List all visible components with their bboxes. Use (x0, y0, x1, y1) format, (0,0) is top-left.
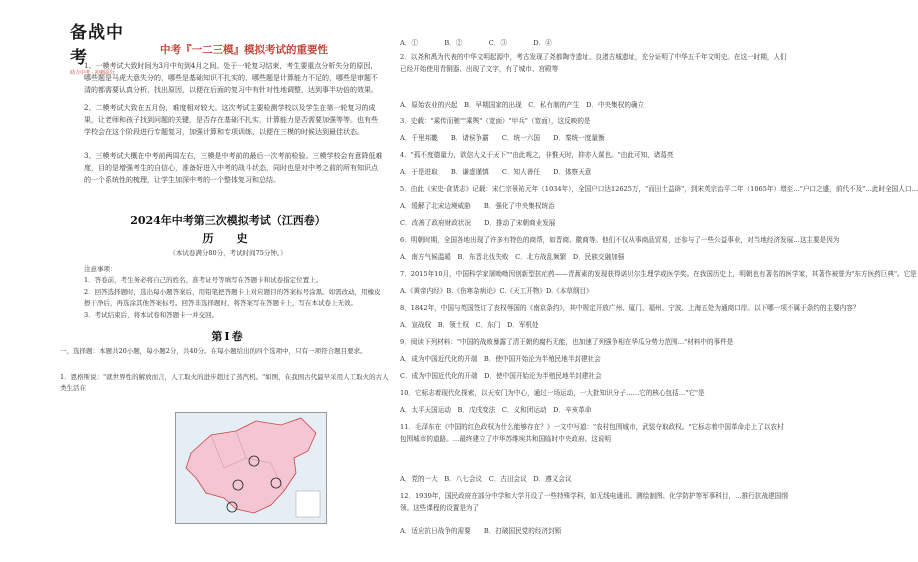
q11-options: A．党的一大 B．八七会议 C．古田会议 D．遵义会议 (400, 475, 572, 483)
q9-options-ab: A．成为中国近代化的开端 B．使中国开始沦为半殖民地半封建社会 (400, 355, 601, 363)
intro-paragraph-3: 3、三模考试大概在中考前两周左右，三模是中考前的最后一次考前检验。三模学校会有意降低难度，目的是增强考生的自信心，准备好进入中考的战斗状态，同时也是对中考之前的所有知识点的一个系统性的梳理，让学生加深中考的一个整体复习和总结。 (84, 152, 383, 185)
question-5: 5．由此《宋史·食货志》记载：宋仁宗景祐元年（1034年），全国户口达12625万，"而田土益辟"，到宋英宗治平二年（1065年）增至…"户口之盛，前代不及"…此时全国人口… (400, 185, 918, 193)
question-11: 11．毛泽东在《中国的红色政权为什么能够存在？》一文中写道："农村包围城市，武装夺取政权。"它标志着中国革命走上了以农村包围城市的道路。…最终建立了中华苏维埃共和国临时中央政府。这说明 (400, 423, 784, 443)
question-4: 4．"孤不度德量力，欲信大义于天下""由此观之，非惟天时，抑亦人谋也。"由此可知，诸葛亮 (400, 151, 674, 159)
intro-paragraph-1: 1、一模考试大致时间为3月中旬到4月之间。处于一轮复习结束，考生要重点分析失分的原因，哪些题是马虎大意失分的，哪些是基础知识不扎实的，哪些题是计算能力不足的，哪些是审题不清的都需要认真分析，找出原因，以便在后面的复习中有针对性地调整，达到事半功倍的效果。 (84, 62, 378, 95)
left-column (0, 0, 396, 562)
china-map (175, 412, 327, 524)
logo-subtext: 助力中考 · 冲刺高分 (70, 70, 115, 76)
question-9: 9．阅读下列材料："中国的战败暴露了清王朝的腐朽无能，也加速了列强争相在华瓜分势力范围…"材料中的事件是 (400, 338, 734, 346)
question-12: 12．1939年，国民政府在部分中学和大学开设了一些特殊学科，如无线电通讯、测绘制图、化学防护等军事科目，…推行抗战建国纲领。这些课程的设置是为了 (400, 492, 788, 512)
q6-options: A．南方气候温暖 B．东晋北伐失败 C．北方战乱频繁 D．民族交融加强 (400, 253, 625, 261)
exam-title: 2024年中考第三次模拟考试（江西卷） (130, 214, 326, 227)
q9-options-cd: C．成为中国近代化的开端 D．使中国开始沦为半殖民地半封建社会 (400, 372, 602, 380)
q3-options: A．千里邦畿 B．诸侯争霸 C．统一六国 D．秦统一度量衡 (400, 134, 605, 142)
notice-title: 注意事项： (84, 265, 117, 273)
q1-options: A．① B．② C．③ D．④ (400, 39, 552, 47)
notice-1: 1．答卷前，考生务必将自己的姓名、准考证号等填写在答题卡和试卷指定位置上。 (84, 276, 323, 284)
question-10: 10．它标志着现代化探索，以天安门为中心，通过一场运动，一大批知识分子……它的核心包括…"它"是 (400, 389, 705, 397)
q2-options: A．原始农业的兴起 B．早期国家的出现 C．私有制的产生 D．中央集权的确立 (400, 101, 645, 109)
question-7: 7．2015年10月，中国科学家屠呦呦因创新型抗疟药——青蒿素的发现获得诺贝尔生理学或医学奖。在我国历史上，明朝也有著名的医学家，其著作被誉为"东方医药巨典"。它是 (400, 270, 917, 278)
question-1: 1．恩格斯说："就世界性的解放而言，人工取火的进步超过了蒸汽机。"如图，在我国古代最早采用人工取火的古人类生活在 (60, 373, 389, 392)
question-3: 3．史载："乘传而驰""乘舆"（宽面）"甲兵"（宽面），这反映的是 (400, 117, 591, 125)
notice-3: 3．考试结束后，将本试卷和答题卡一并交回。 (84, 311, 219, 319)
subject-title: 历 史 (202, 232, 254, 245)
q5-options-cd: C．改善了政府财政状况 D．推动了宋朝商业发展 (400, 219, 556, 227)
q7-options: A.《黄帝内经》B.《伤寒杂病论》C.《天工开物》D.《本草纲目》 (400, 287, 593, 295)
q10-options: A．太平天国运动 B．戊戌变法 C．义和团运动 D．辛亥革命 (400, 406, 592, 414)
map-graphic (176, 413, 326, 523)
q8-options: A．宣战权 B．领土权 C．东门 D．军机处 (400, 321, 539, 329)
question-8: 8．1842年，中国与英国签订了丧权辱国的《南京条约》，其中规定开放广州、厦门、福州、宁波、上海五处为通商口岸。以下哪一项不属于条约的主要内容？ (400, 304, 860, 312)
notice-2: 2．回答选择题时，选出每小题答案后，用铅笔把答题卡上对应题目的答案标号涂黑。如需改动，用橡皮擦干净后，再选涂其他答案标号。回答非选择题时，将答案写在答题卡上，写在本试卷上无效。 (84, 288, 381, 307)
exam-info: （本试卷满分80分，考试时间75分钟。） (169, 249, 287, 257)
question-6: 6．明朝时期，全国各地出现了许多有特色的商帮，如晋商、徽商等。他们不仅从事商品贸易，还参与了一些公益事业，对当地经济发展…这主要是因为 (400, 236, 840, 244)
q12-options: A．适应抗日战争的需要 B．打破国民党的经济封锁 (400, 527, 562, 535)
section-instructions: 一、选择题：本题共20小题，每小题2分，共40分。在每小题给出的四个选项中，只有一项符合题目要求。 (60, 347, 367, 355)
volume-heading: 第Ⅰ卷 (211, 330, 245, 343)
intro-paragraph-2: 2、二模考试大致在五月份，难度相对较大。这次考试主要检测学校以及学生在第一轮复习的成果，让老师和孩子找到问题的关键，是否存在基础不扎实，计算能力是否需要加强等等。也有些学校会在这个阶段进行专题复习，加强计算和专项训练，以便在三模的时候达到最佳状态。 (84, 104, 378, 137)
logo (70, 18, 140, 76)
q4-options: A．于是进取 B．谦虚谨慎 C．知人善任 D．体察天意 (400, 168, 592, 176)
banner-title: 中考『一二三模』模拟考试的重要性 (160, 44, 328, 56)
logo-text: 备战中考 (70, 23, 124, 68)
right-column (400, 0, 918, 562)
q5-options-ab: A．缓解了北宋边境威胁 B．强化了中央集权统治 (400, 202, 555, 210)
question-2: 2．以尧和禹为代表的中华文明起源中，考古发现了尧都陶寺遗址、良渚古城遗址，充分证明了中华五千年文明史。在这一时期，人们已经开始使用青铜器、出现了文字，有了城市、宫殿等 (400, 53, 787, 73)
